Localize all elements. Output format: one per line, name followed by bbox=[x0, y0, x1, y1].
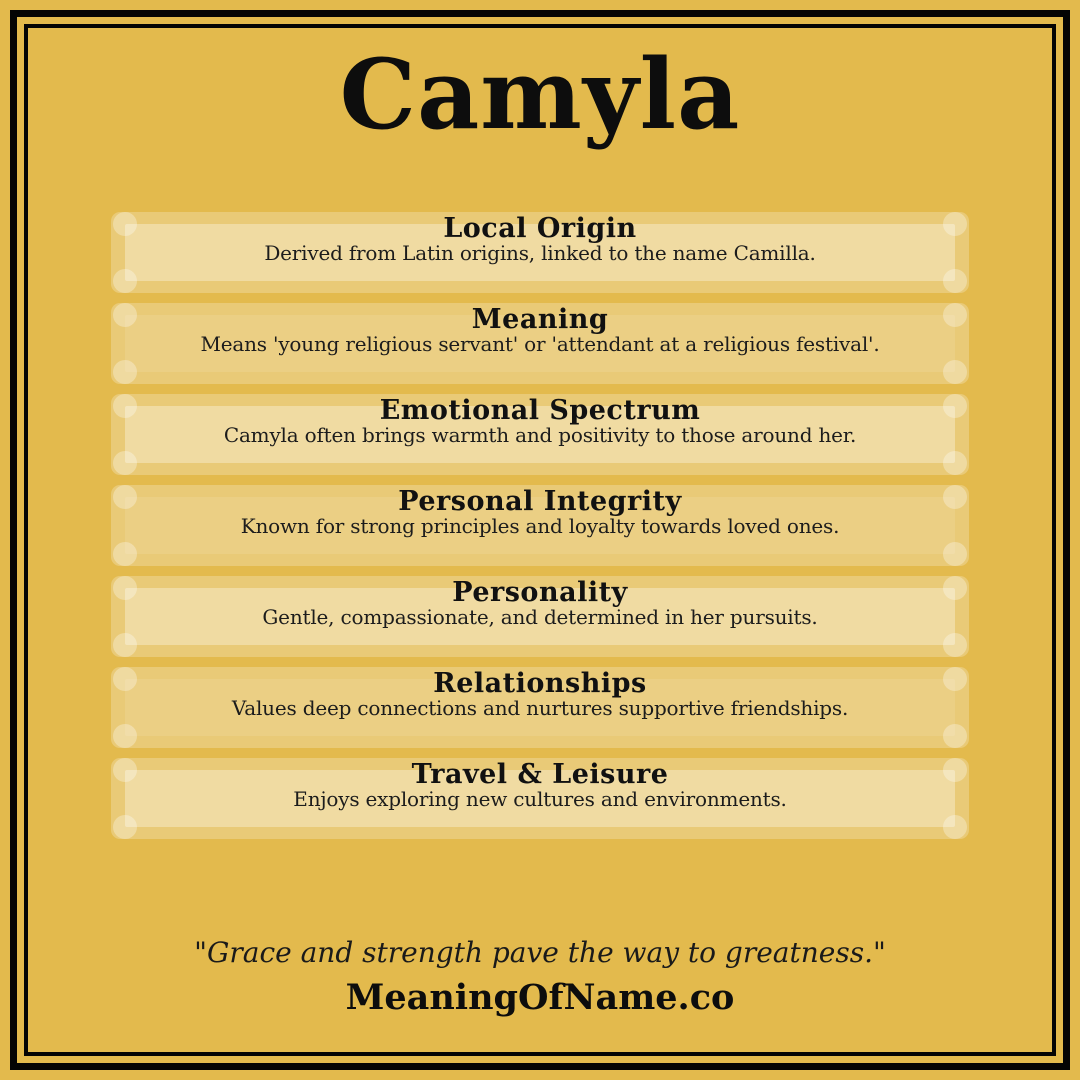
corner-rivet bbox=[943, 633, 967, 657]
card-description: Enjoys exploring new cultures and environments. bbox=[293, 787, 787, 811]
info-card bbox=[111, 758, 969, 839]
info-card bbox=[111, 667, 969, 748]
card-content bbox=[111, 576, 969, 627]
card-description: Derived from Latin origins, linked to the name Camilla. bbox=[264, 241, 816, 265]
page-title: Camyla bbox=[339, 38, 741, 151]
card-description: Camyla often brings warmth and positivity to those around her. bbox=[223, 423, 857, 447]
card-heading: Personal Integrity bbox=[398, 486, 682, 517]
corner-rivet bbox=[113, 633, 137, 657]
card-heading: Relationships bbox=[433, 668, 647, 699]
info-card bbox=[111, 212, 969, 293]
card-heading: Meaning bbox=[471, 304, 609, 335]
card-description: Known for strong principles and loyalty towards loved ones. bbox=[240, 514, 840, 538]
corner-rivet bbox=[943, 451, 967, 475]
info-card bbox=[111, 485, 969, 566]
card-heading: Emotional Spectrum bbox=[379, 395, 701, 426]
corner-rivet bbox=[943, 724, 967, 748]
corner-rivet bbox=[113, 269, 137, 293]
card-content bbox=[111, 303, 969, 354]
info-card bbox=[111, 576, 969, 657]
card-content bbox=[111, 758, 969, 809]
corner-rivet bbox=[113, 542, 137, 566]
corner-rivet bbox=[113, 724, 137, 748]
corner-rivet bbox=[943, 542, 967, 566]
card-description: Means 'young religious servant' or 'attendant at a religious festival'. bbox=[200, 332, 880, 356]
corner-rivet bbox=[113, 451, 137, 475]
card-content bbox=[111, 485, 969, 536]
corner-rivet bbox=[113, 815, 137, 839]
info-card bbox=[111, 394, 969, 475]
corner-rivet bbox=[943, 360, 967, 384]
cards-list bbox=[111, 212, 969, 849]
card-description: Values deep connections and nurtures supportive friendships. bbox=[231, 696, 849, 720]
card-content bbox=[111, 667, 969, 718]
card-heading: Personality bbox=[452, 577, 628, 608]
card-heading: Local Origin bbox=[443, 213, 637, 244]
corner-rivet bbox=[943, 815, 967, 839]
card-content bbox=[111, 212, 969, 263]
card-content bbox=[111, 394, 969, 445]
card-description: Gentle, compassionate, and determined in her pursuits. bbox=[262, 605, 818, 629]
corner-rivet bbox=[113, 360, 137, 384]
quote-text: "Grace and strength pave the way to greatness." bbox=[194, 936, 886, 969]
site-name: MeaningOfName.co bbox=[345, 977, 735, 1018]
card-heading: Travel & Leisure bbox=[411, 759, 669, 790]
corner-rivet bbox=[943, 269, 967, 293]
info-card bbox=[111, 303, 969, 384]
